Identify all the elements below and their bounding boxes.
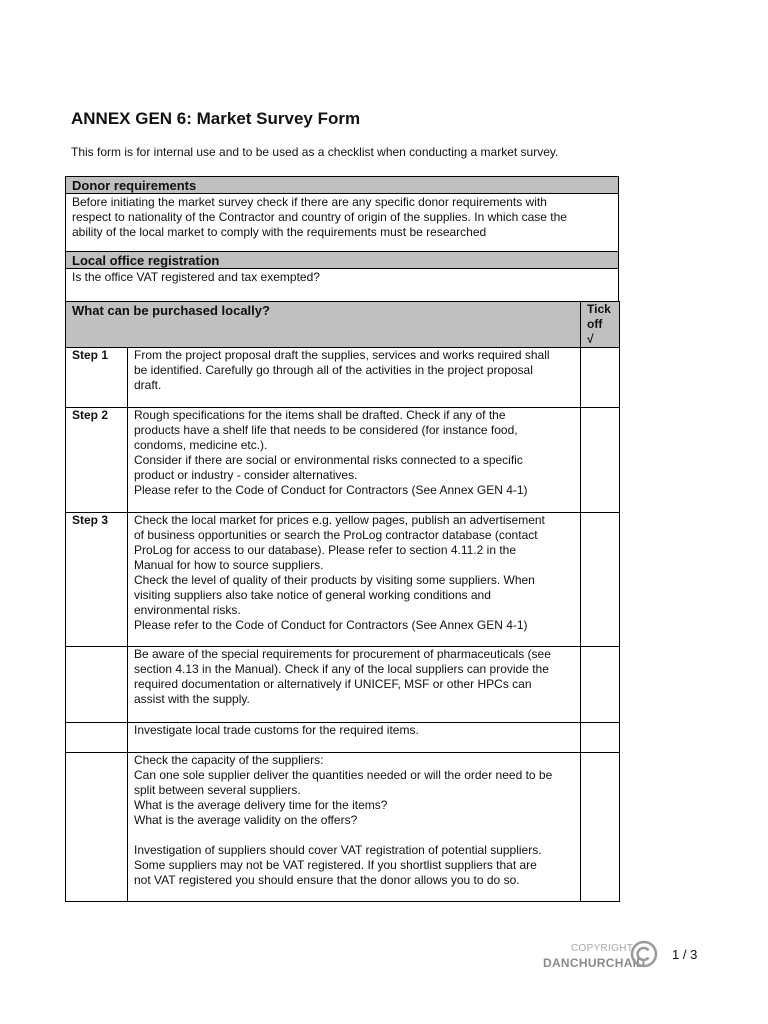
description-line: What is the average delivery time for the items? (134, 798, 388, 812)
description-line: Some suppliers may not be VAT registered. If you shortlist suppliers that are (134, 858, 537, 872)
donor-requirements-section (65, 176, 619, 252)
description-line (134, 828, 574, 843)
donor-line: Before initiating the market survey check if there are any specific donor requirements with (72, 195, 547, 209)
description-line: Check the capacity of the suppliers: (134, 753, 324, 767)
tick-header-line: off (587, 317, 603, 331)
description-line: Check the local market for prices e.g. yellow pages, publish an advertisement (134, 513, 545, 527)
description-line: required documentation or alternatively if UNICEF, MSF or other HPCs can (134, 677, 532, 691)
description-line: Please refer to the Code of Conduct for Contractors (See Annex GEN 4-1) (134, 618, 528, 632)
purchase-checklist-table (65, 301, 620, 902)
description-line: Check the level of quality of their products by visiting some suppliers. When (134, 573, 535, 587)
step-label: Step 3 (66, 513, 128, 647)
description-line: assist with the supply. (134, 692, 250, 706)
table-row (66, 647, 620, 723)
tick-box[interactable] (581, 513, 620, 647)
table-row (66, 348, 620, 408)
tick-box[interactable] (581, 348, 620, 408)
step-description (128, 753, 581, 902)
step-description (128, 348, 581, 408)
document-title: ANNEX GEN 6: Market Survey Form (71, 109, 361, 128)
description-line: Investigate local trade customs for the required items. (134, 723, 419, 737)
purchase-header-row (66, 302, 620, 348)
step-label (66, 723, 128, 753)
donor-requirements-body (66, 194, 618, 241)
tick-box[interactable] (581, 723, 620, 753)
intro-text: This form is for internal use and to be used as a checklist when conducting a market survey. (71, 145, 559, 159)
tick-off-header (581, 302, 620, 348)
copyright-icon (630, 940, 658, 968)
description-line: product or industry - consider alternatives. (134, 468, 358, 482)
step-description (128, 408, 581, 513)
description-line: of business opportunities or search the ProLog contractor database (contact (134, 528, 538, 542)
table-row (66, 753, 620, 902)
page-number: 1 / 3 (672, 947, 698, 962)
step-label (66, 753, 128, 902)
description-line: Be aware of the special requirements for procurement of pharmaceuticals (see (134, 647, 551, 661)
description-line: From the project proposal draft the supplies, services and works required shall (134, 348, 550, 362)
description-line: be identified. Carefully go through all of the activities in the project proposal (134, 363, 533, 377)
description-line: Please refer to the Code of Conduct for Contractors (See Annex GEN 4-1) (134, 483, 528, 497)
step-description (128, 513, 581, 647)
description-line: draft. (134, 378, 162, 392)
table-row (66, 513, 620, 647)
description-line: section 4.13 in the Manual). Check if any of the local suppliers can provide the (134, 662, 549, 676)
description-line: condoms, medicine etc.). (134, 438, 268, 452)
description-line: visiting suppliers also take notice of general working conditions and (134, 588, 491, 602)
description-line: What is the average validity on the offers? (134, 813, 358, 827)
purchase-heading: What can be purchased locally? (66, 302, 581, 348)
description-line: not VAT registered you should ensure that the donor allows you to do so. (134, 873, 520, 887)
tick-box[interactable] (581, 753, 620, 902)
office-registration-heading: Local office registration (66, 252, 618, 269)
description-line: products have a shelf life that needs to be considered (for instance food, (134, 423, 518, 437)
donor-requirements-heading: Donor requirements (66, 177, 618, 194)
office-registration-question: Is the office VAT registered and tax exempted? (72, 270, 320, 284)
organization-name: DANCHURCHAID (543, 956, 646, 970)
description-line: Investigation of suppliers should cover VAT registration of potential suppliers. (134, 843, 542, 857)
donor-line: respect to nationality of the Contractor and country of origin of the supplies. In which case the (72, 210, 567, 224)
step-description (128, 647, 581, 723)
description-line: Rough specifications for the items shall be drafted. Check if any of the (134, 408, 506, 422)
description-line: ProLog for access to our database). Please refer to section 4.11.2 in the (134, 543, 517, 557)
tick-header-line: Tick (587, 302, 611, 316)
step-description (128, 723, 581, 753)
table-row (66, 723, 620, 753)
copyright-label: COPYRIGHT (571, 943, 634, 954)
office-registration-section (65, 252, 619, 302)
tick-box[interactable] (581, 647, 620, 723)
checkmark-icon: √ (587, 332, 594, 346)
description-line: Consider if there are social or environmental risks connected to a specific (134, 453, 523, 467)
description-line: Manual for how to source suppliers. (134, 558, 324, 572)
table-row (66, 408, 620, 513)
step-label: Step 1 (66, 348, 128, 408)
description-line: Can one sole supplier deliver the quantities needed or will the order need to be (134, 768, 553, 782)
tick-box[interactable] (581, 408, 620, 513)
description-line: split between several suppliers. (134, 783, 301, 797)
step-label (66, 647, 128, 723)
description-line: environmental risks. (134, 603, 241, 617)
step-label: Step 2 (66, 408, 128, 513)
donor-line: ability of the local market to comply with the requirements must be researched (72, 225, 487, 239)
